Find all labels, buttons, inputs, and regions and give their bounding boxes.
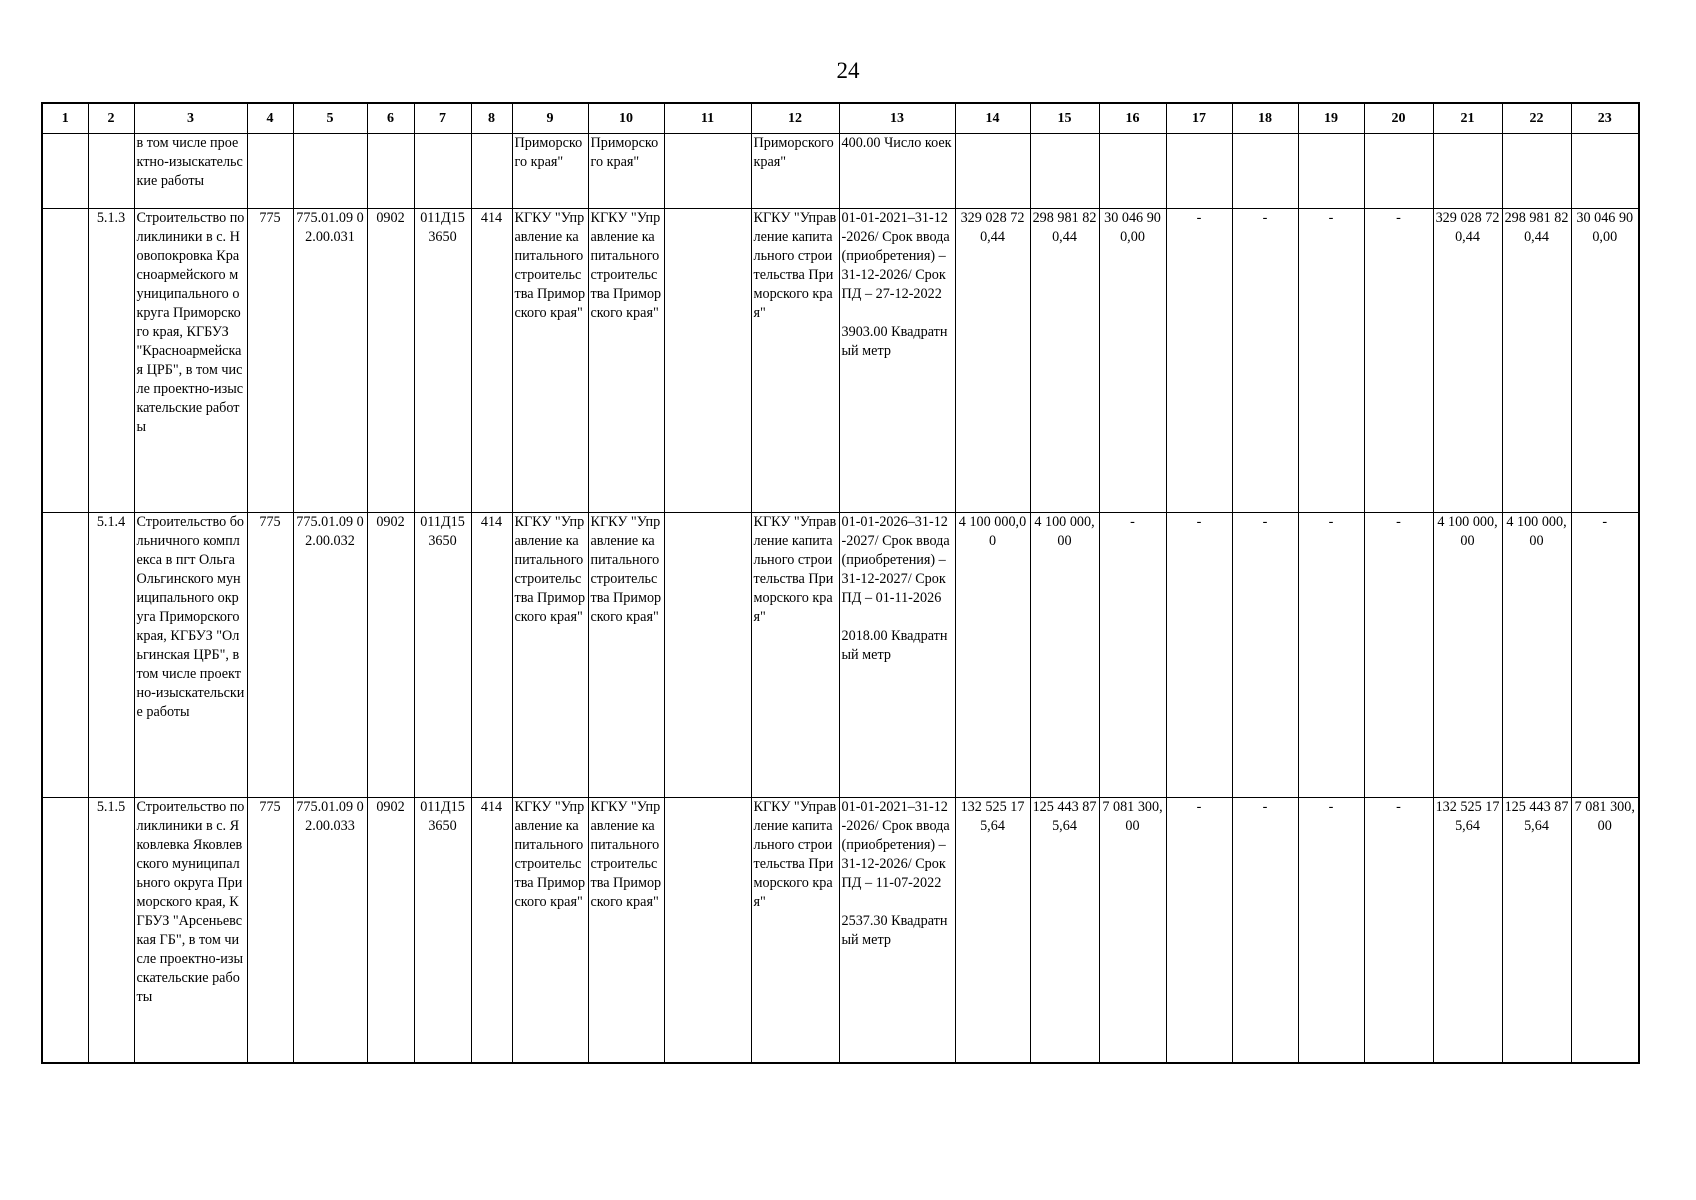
cell-col8: 414 bbox=[471, 513, 512, 798]
cell-item-number: 5.1.5 bbox=[88, 798, 134, 1064]
cell-col21: 4 100 000,00 bbox=[1433, 513, 1502, 798]
cell-col5: 775.01.09 02.00.033 bbox=[293, 798, 367, 1064]
column-header: 10 bbox=[588, 103, 664, 134]
column-header: 12 bbox=[751, 103, 839, 134]
cell-col1 bbox=[42, 134, 88, 209]
cell-col19 bbox=[1298, 134, 1364, 209]
cell-col8 bbox=[471, 134, 512, 209]
cell-col5 bbox=[293, 134, 367, 209]
cell-col5: 775.01.09 02.00.031 bbox=[293, 209, 367, 513]
cell-col14 bbox=[955, 134, 1030, 209]
cell-recipient: КГКУ "Управление капитального строительства Приморского края" bbox=[751, 209, 839, 513]
cell-item-number bbox=[88, 134, 134, 209]
cell-col11 bbox=[664, 209, 751, 513]
cell-col6: 0902 bbox=[367, 209, 414, 513]
cell-terms-capacity: 01-01-2021–31-12-2026/ Срок ввода (приобретения) – 31-12-2026/ Срок ПД – 27-12-2022 3903.00 Квадратный метр bbox=[839, 209, 955, 513]
cell-object-name: в том числе проектно-изыскательские работы bbox=[134, 134, 247, 209]
cell-col21: 329 028 720,44 bbox=[1433, 209, 1502, 513]
column-header: 22 bbox=[1502, 103, 1571, 134]
cell-col15: 298 981 820,44 bbox=[1030, 209, 1099, 513]
column-header: 18 bbox=[1232, 103, 1298, 134]
column-header: 9 bbox=[512, 103, 588, 134]
cell-col15: 4 100 000,00 bbox=[1030, 513, 1099, 798]
cell-col7: 011Д15 3650 bbox=[414, 209, 471, 513]
cell-col7: 011Д15 3650 bbox=[414, 798, 471, 1064]
table-row bbox=[42, 513, 1639, 798]
cell-col20: - bbox=[1364, 513, 1433, 798]
column-header: 15 bbox=[1030, 103, 1099, 134]
cell-col22: 4 100 000,00 bbox=[1502, 513, 1571, 798]
header-row bbox=[42, 103, 1639, 134]
cell-col19: - bbox=[1298, 798, 1364, 1064]
column-header: 5 bbox=[293, 103, 367, 134]
cell-recipient: КГКУ "Управление капитального строительства Приморского края" bbox=[751, 798, 839, 1064]
cell-col21 bbox=[1433, 134, 1502, 209]
cell-terms-capacity: 01-01-2021–31-12-2026/ Срок ввода (приобретения) – 31-12-2026/ Срок ПД – 11-07-2022 2537.30 Квадратный метр bbox=[839, 798, 955, 1064]
cell-col17 bbox=[1166, 134, 1232, 209]
cell-col20 bbox=[1364, 134, 1433, 209]
cell-recipient: Приморского края" bbox=[751, 134, 839, 209]
column-header: 8 bbox=[471, 103, 512, 134]
column-header: 21 bbox=[1433, 103, 1502, 134]
cell-object-name: Строительство больничного комплекса в пгт Ольга Ольгинского муниципального округа Приморского края, КГБУЗ "Ольгинская ЦРБ", в том числе проектно-изыскательские работы bbox=[134, 513, 247, 798]
cell-col23: 7 081 300,00 bbox=[1571, 798, 1639, 1064]
column-header: 1 bbox=[42, 103, 88, 134]
cell-col22: 298 981 820,44 bbox=[1502, 209, 1571, 513]
cell-col7: 011Д15 3650 bbox=[414, 513, 471, 798]
cell-col16 bbox=[1099, 134, 1166, 209]
cell-col17: - bbox=[1166, 513, 1232, 798]
cell-col18: - bbox=[1232, 798, 1298, 1064]
column-header: 3 bbox=[134, 103, 247, 134]
cell-col16: 30 046 900,00 bbox=[1099, 209, 1166, 513]
cell-col11 bbox=[664, 513, 751, 798]
table-row bbox=[42, 209, 1639, 513]
cell-col4: 775 bbox=[247, 209, 293, 513]
cell-customer: КГКУ "Управление капитального строительства Приморского края" bbox=[512, 513, 588, 798]
cell-object-name: Строительство поликлиники в с. Яковлевка Яковлевского муниципального округа Приморского края, КГБУЗ "Арсеньевская ГБ", в том числе проектно-изыскательские работы bbox=[134, 798, 247, 1064]
cell-col21: 132 525 175,64 bbox=[1433, 798, 1502, 1064]
cell-terms-capacity: 01-01-2026–31-12-2027/ Срок ввода (приобретения) – 31-12-2027/ Срок ПД – 01-11-2026 2018.00 Квадратный метр bbox=[839, 513, 955, 798]
cell-col22: 125 443 875,64 bbox=[1502, 798, 1571, 1064]
cell-item-number: 5.1.3 bbox=[88, 209, 134, 513]
cell-col20: - bbox=[1364, 209, 1433, 513]
cell-col1 bbox=[42, 798, 88, 1064]
cell-col8: 414 bbox=[471, 798, 512, 1064]
cell-customer: КГКУ "Управление капитального строительства Приморского края" bbox=[512, 209, 588, 513]
cell-col15: 125 443 875,64 bbox=[1030, 798, 1099, 1064]
cell-col11 bbox=[664, 798, 751, 1064]
cell-col17: - bbox=[1166, 798, 1232, 1064]
cell-col16: - bbox=[1099, 513, 1166, 798]
cell-col19: - bbox=[1298, 209, 1364, 513]
cell-developer: КГКУ "Управление капитального строительства Приморского края" bbox=[588, 798, 664, 1064]
column-header: 2 bbox=[88, 103, 134, 134]
cell-col5: 775.01.09 02.00.032 bbox=[293, 513, 367, 798]
cell-col6 bbox=[367, 134, 414, 209]
table-row bbox=[42, 134, 1639, 209]
cell-col23: 30 046 900,00 bbox=[1571, 209, 1639, 513]
cell-col4: 775 bbox=[247, 798, 293, 1064]
cell-terms-capacity: 400.00 Число коек bbox=[839, 134, 955, 209]
cell-developer: КГКУ "Управление капитального строительства Приморского края" bbox=[588, 209, 664, 513]
cell-col1 bbox=[42, 513, 88, 798]
cell-col14: 4 100 000,00 bbox=[955, 513, 1030, 798]
column-header: 17 bbox=[1166, 103, 1232, 134]
cell-col7 bbox=[414, 134, 471, 209]
cell-col8: 414 bbox=[471, 209, 512, 513]
column-header: 16 bbox=[1099, 103, 1166, 134]
objects-table bbox=[41, 102, 1640, 1064]
cell-col18: - bbox=[1232, 209, 1298, 513]
cell-col17: - bbox=[1166, 209, 1232, 513]
cell-col23: - bbox=[1571, 513, 1639, 798]
cell-col23 bbox=[1571, 134, 1639, 209]
column-header: 20 bbox=[1364, 103, 1433, 134]
cell-col18: - bbox=[1232, 513, 1298, 798]
table-row bbox=[42, 798, 1639, 1064]
page-number: 24 bbox=[836, 58, 860, 83]
cell-object-name: Строительство поликлиники в с. Новопокровка Красноармейского муниципального округа Приморского края, КГБУЗ "Красноармейская ЦРБ", в том числе проектно-изыскательские работы bbox=[134, 209, 247, 513]
cell-col14: 329 028 720,44 bbox=[955, 209, 1030, 513]
column-header: 4 bbox=[247, 103, 293, 134]
cell-developer: Приморского края" bbox=[588, 134, 664, 209]
cell-item-number: 5.1.4 bbox=[88, 513, 134, 798]
cell-col4 bbox=[247, 134, 293, 209]
column-header: 23 bbox=[1571, 103, 1639, 134]
cell-col16: 7 081 300,00 bbox=[1099, 798, 1166, 1064]
cell-col11 bbox=[664, 134, 751, 209]
cell-col4: 775 bbox=[247, 513, 293, 798]
cell-col14: 132 525 175,64 bbox=[955, 798, 1030, 1064]
column-header: 13 bbox=[839, 103, 955, 134]
cell-col18 bbox=[1232, 134, 1298, 209]
cell-col19: - bbox=[1298, 513, 1364, 798]
cell-col20: - bbox=[1364, 798, 1433, 1064]
column-header: 11 bbox=[664, 103, 751, 134]
cell-developer: КГКУ "Управление капитального строительства Приморского края" bbox=[588, 513, 664, 798]
column-header: 19 bbox=[1298, 103, 1364, 134]
cell-col6: 0902 bbox=[367, 798, 414, 1064]
cell-customer: Приморского края" bbox=[512, 134, 588, 209]
cell-col22 bbox=[1502, 134, 1571, 209]
cell-col1 bbox=[42, 209, 88, 513]
column-header: 14 bbox=[955, 103, 1030, 134]
cell-col6: 0902 bbox=[367, 513, 414, 798]
cell-col15 bbox=[1030, 134, 1099, 209]
column-header: 7 bbox=[414, 103, 471, 134]
column-header: 6 bbox=[367, 103, 414, 134]
cell-customer: КГКУ "Управление капитального строительства Приморского края" bbox=[512, 798, 588, 1064]
cell-recipient: КГКУ "Управление капитального строительства Приморского края" bbox=[751, 513, 839, 798]
